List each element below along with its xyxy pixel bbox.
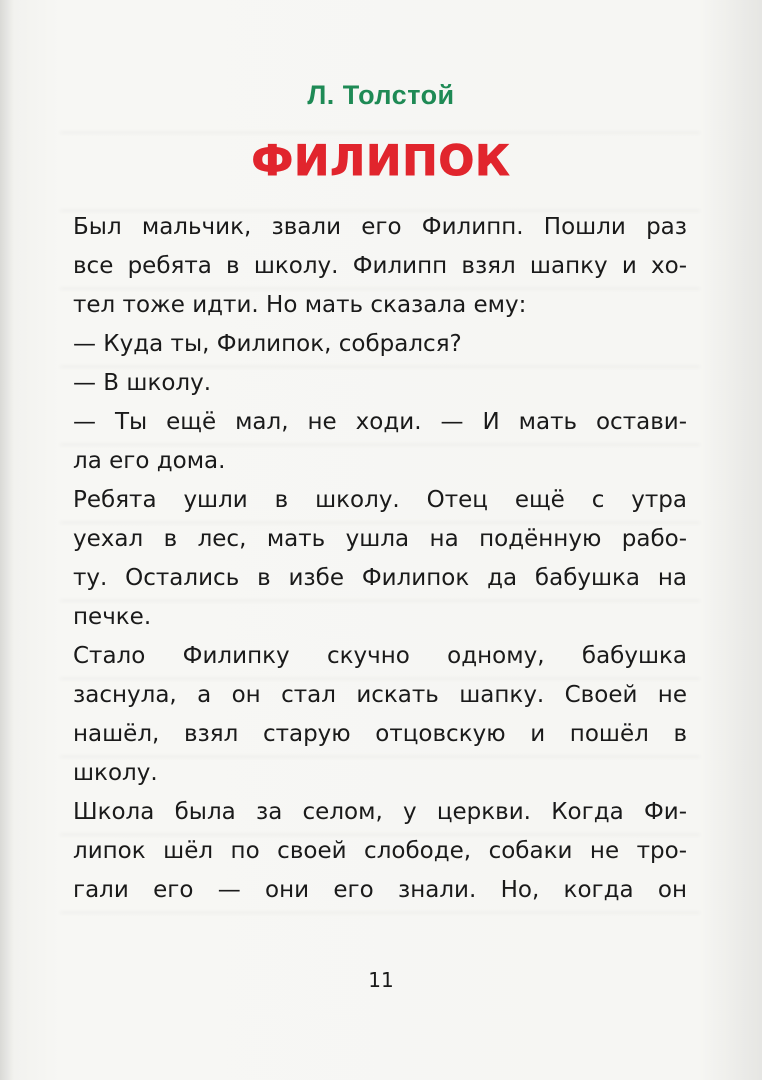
text-line: — Ты ещё мал, не ходи. — И мать остави-: [73, 409, 687, 435]
text-line: ту. Остались в избе Филипок да бабушка на: [73, 565, 687, 591]
text-line: Школа была за селом, у церкви. Когда Фи-: [73, 799, 687, 825]
text-line: ла его дома.: [73, 448, 226, 474]
text-line: нашёл, взял старую отцовскую и пошёл в: [73, 721, 687, 747]
text-line: заснула, а он стал искать шапку. Своей не: [73, 682, 687, 708]
text-line: Ребята ушли в школу. Отец ещё с утра: [73, 487, 687, 513]
text-line: липок шёл по своей слободе, собаки не тро-: [73, 838, 687, 864]
text-line: уехал в лес, мать ушла на подённую рабо-: [73, 526, 687, 552]
author-name: Л. Толстой: [307, 80, 455, 110]
text-line: Стало Филипку скучно одному, бабушка: [73, 643, 687, 669]
text-line: — Куда ты, Филипок, собрался?: [73, 331, 462, 357]
page-number: 11: [368, 968, 394, 992]
story-title: ФИЛИПОК: [251, 136, 511, 185]
text-line: гали его — они его знали. Но, когда он: [73, 877, 687, 903]
text-line: школу.: [73, 760, 158, 786]
text-line: все ребята в школу. Филипп взял шапку и хо-: [73, 253, 687, 279]
story-text: [73, 208, 687, 910]
text-line: — В школу.: [73, 370, 212, 396]
text-line: тел тоже идти. Но мать сказала ему:: [73, 292, 527, 318]
text-line: печке.: [73, 604, 152, 630]
text-line: Был мальчик, звали его Филипп. Пошли раз: [73, 214, 687, 240]
